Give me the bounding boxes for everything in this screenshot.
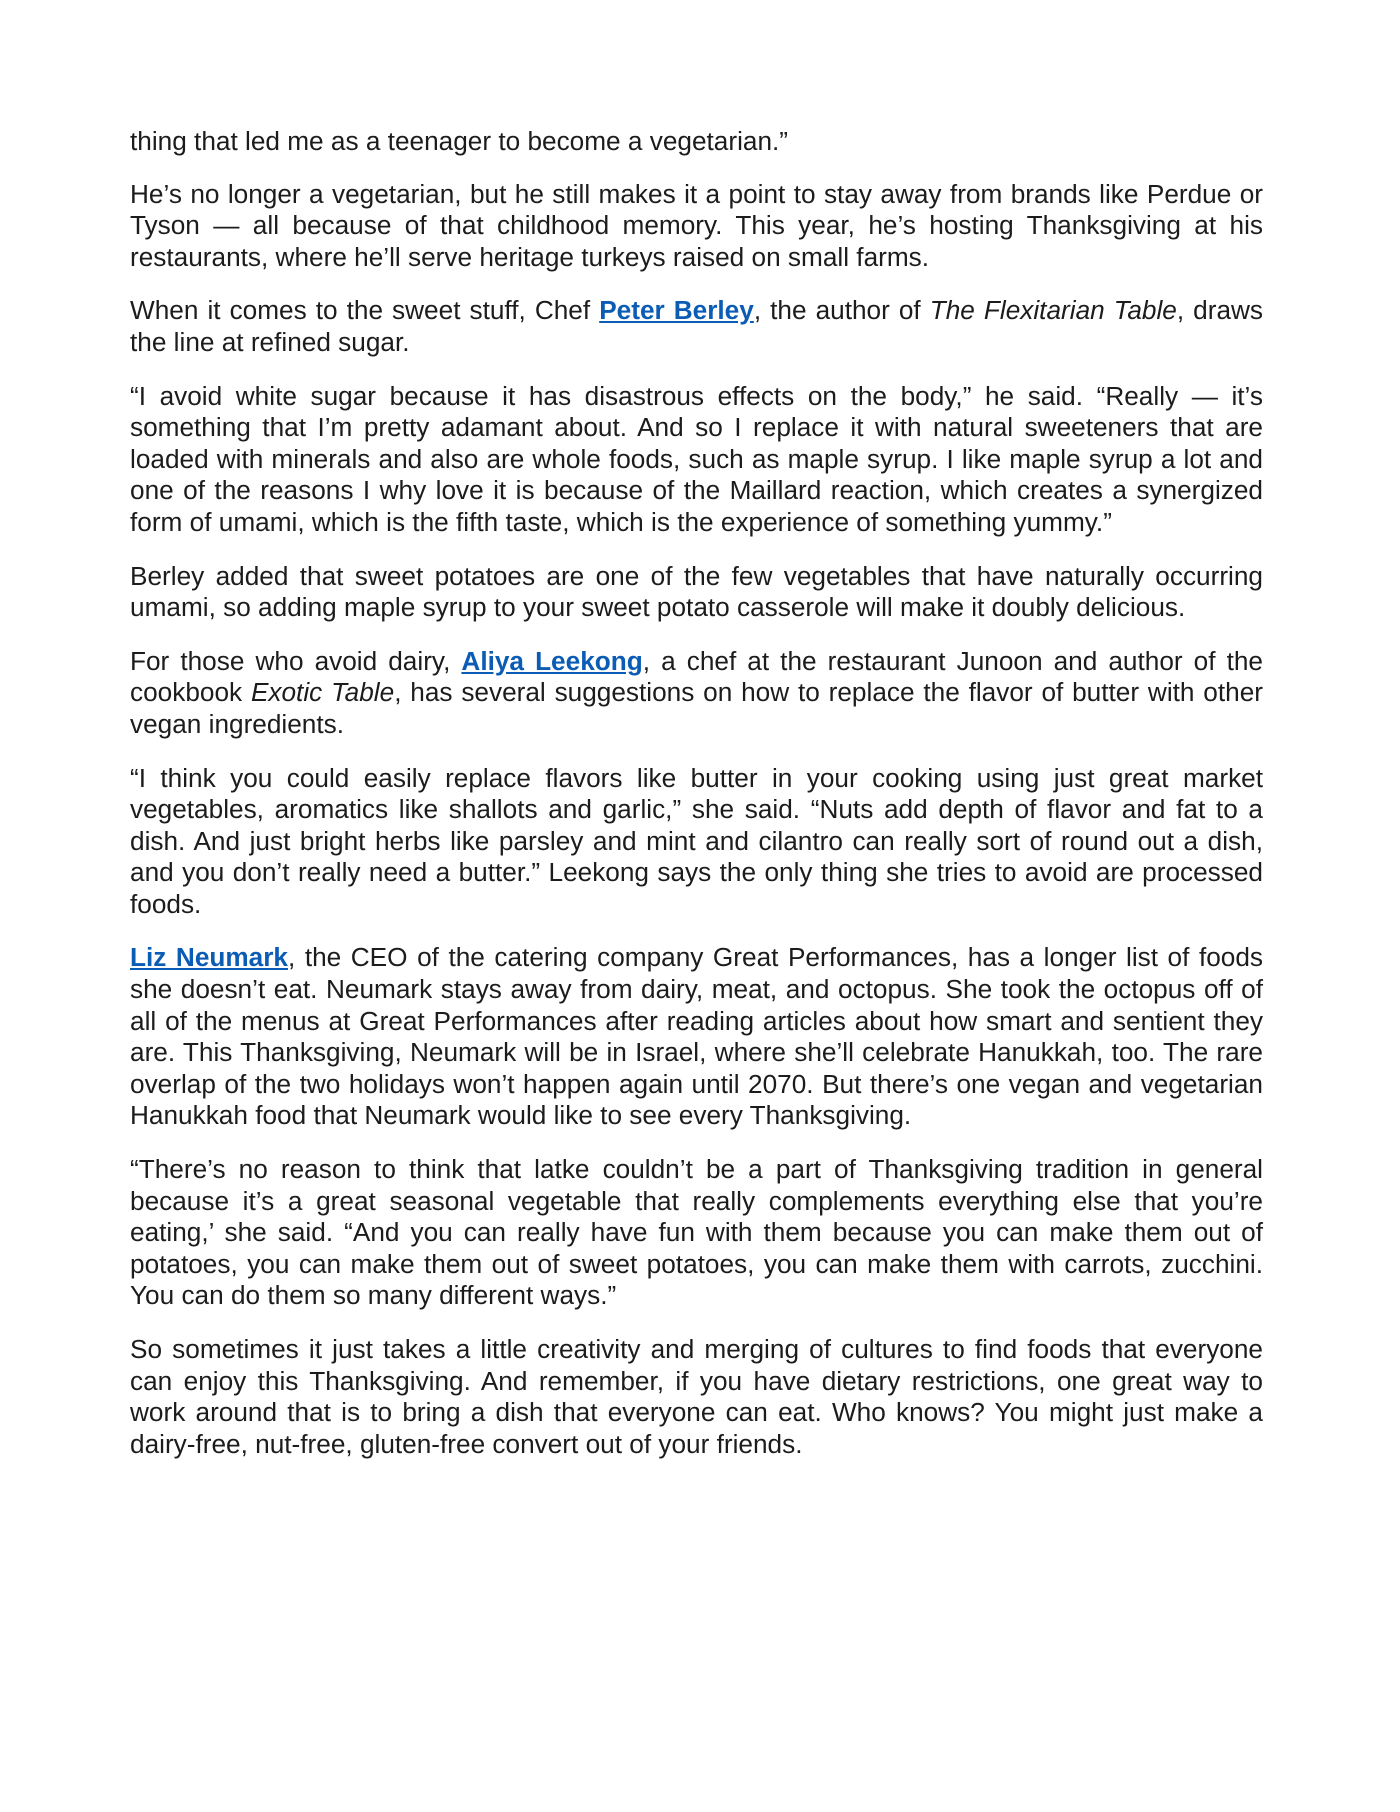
paragraph-liz-neumark	[130, 942, 1263, 1132]
paragraph-continuation: thing that led me as a teenager to become a vegetarian.”	[130, 126, 789, 156]
link-peter-berley[interactable]: Peter Berley	[599, 295, 754, 326]
paragraph-leekong-quote: “I think you could easily replace flavors like butter in your cooking using just great market vegetables, aromatics like shallots and garlic,” she said. “Nuts add depth of flavor and fat to a dish. And just bright herbs like parsley and mint and cilantro can really sort of round out a dish, and you don’t really need a butter.” Leekong says the only thing she tries to avoid are processed foods.	[130, 762, 1263, 919]
paragraph-berley-quote: “I avoid white sugar because it has disastrous effects on the body,” he said. “Really — it’s something that I’m pretty adamant about. And so I replace it with natural sweeteners that are loaded with minerals and also are whole foods, such as maple syrup. I like maple syrup a lot and one of the reasons I why love it is because of the Maillard reaction, which creates a synergized form of umami, which is the fifth taste, which is the experience of something yummy.”	[130, 380, 1263, 537]
paragraph-conclusion: So sometimes it just takes a little creativity and merging of cultures to find foods that everyone can enjoy this Thanksgiving. And remember, if you have dietary restrictions, one great way to work around that is to bring a dish that everyone can eat. Who knows? You might just make a dairy-free, nut-free, gluten-free convert out of your friends.	[130, 1334, 1263, 1459]
text-segment: , draws the line at refined sugar.	[130, 295, 1264, 357]
paragraph-peter-berley-intro	[130, 295, 1263, 358]
text-segment: , the author of	[753, 295, 930, 326]
book-title-flexitarian-table: The Flexitarian Table	[929, 295, 1177, 326]
paragraph-latke-quote: “There’s no reason to think that latke couldn’t be a part of Thanksgiving tradition in general because it’s a great seasonal vegetable that really complements everything else that you’re eating,’ she said. “And you can really have fun with them because you can make them out of potatoes, you can make them out of sweet potatoes, you can make them with carrots, zucchini. You can do them so many different ways.”	[130, 1154, 1263, 1311]
text-segment: For those who avoid dairy,	[130, 645, 462, 676]
link-liz-neumark[interactable]: Liz Neumark	[130, 942, 288, 973]
paragraph-aliya-leekong-intro	[130, 646, 1263, 741]
link-aliya-leekong[interactable]: Aliya Leekong	[461, 645, 643, 676]
paragraph-sweet-potatoes: Berley added that sweet potatoes are one of the few vegetables that have naturally occurring umami, so adding maple syrup to your sweet potato casserole will make it doubly delicious.	[130, 560, 1263, 623]
document-page	[130, 126, 1263, 1482]
book-title-exotic-table: Exotic Table	[250, 677, 395, 708]
text-segment: , has several suggestions on how to replace the flavor of butter with other vegan ingredients.	[130, 677, 1263, 739]
paragraph-vegetarian-turkeys: He’s no longer a vegetarian, but he still makes it a point to stay away from brands like Perdue or Tyson — all because of that childhood memory. This year, he’s hosting Thanksgiving at his restaurants, where he’ll serve heritage turkeys raised on small farms.	[130, 178, 1263, 272]
text-segment: , the CEO of the catering company Great Performances, has a longer list of foods she doesn’t eat. Neumark stays away from dairy, meat, and octopus. She took the octopus off of all of the menus at Great Performances after reading articles about how smart and sentient they are. This Thanksgiving, Neumark will be in Israel, where she’ll celebrate Hanukkah, too. The rare overlap of the two holidays won’t happen again until 2070. But there’s one vegan and vegetarian Hanukkah food that Neumark would like to see every Thanksgiving.	[130, 942, 1264, 1131]
text-segment: When it comes to the sweet stuff, Chef	[130, 295, 600, 326]
text-segment: , a chef at the restaurant Junoon and author of the cookbook	[130, 645, 1263, 708]
